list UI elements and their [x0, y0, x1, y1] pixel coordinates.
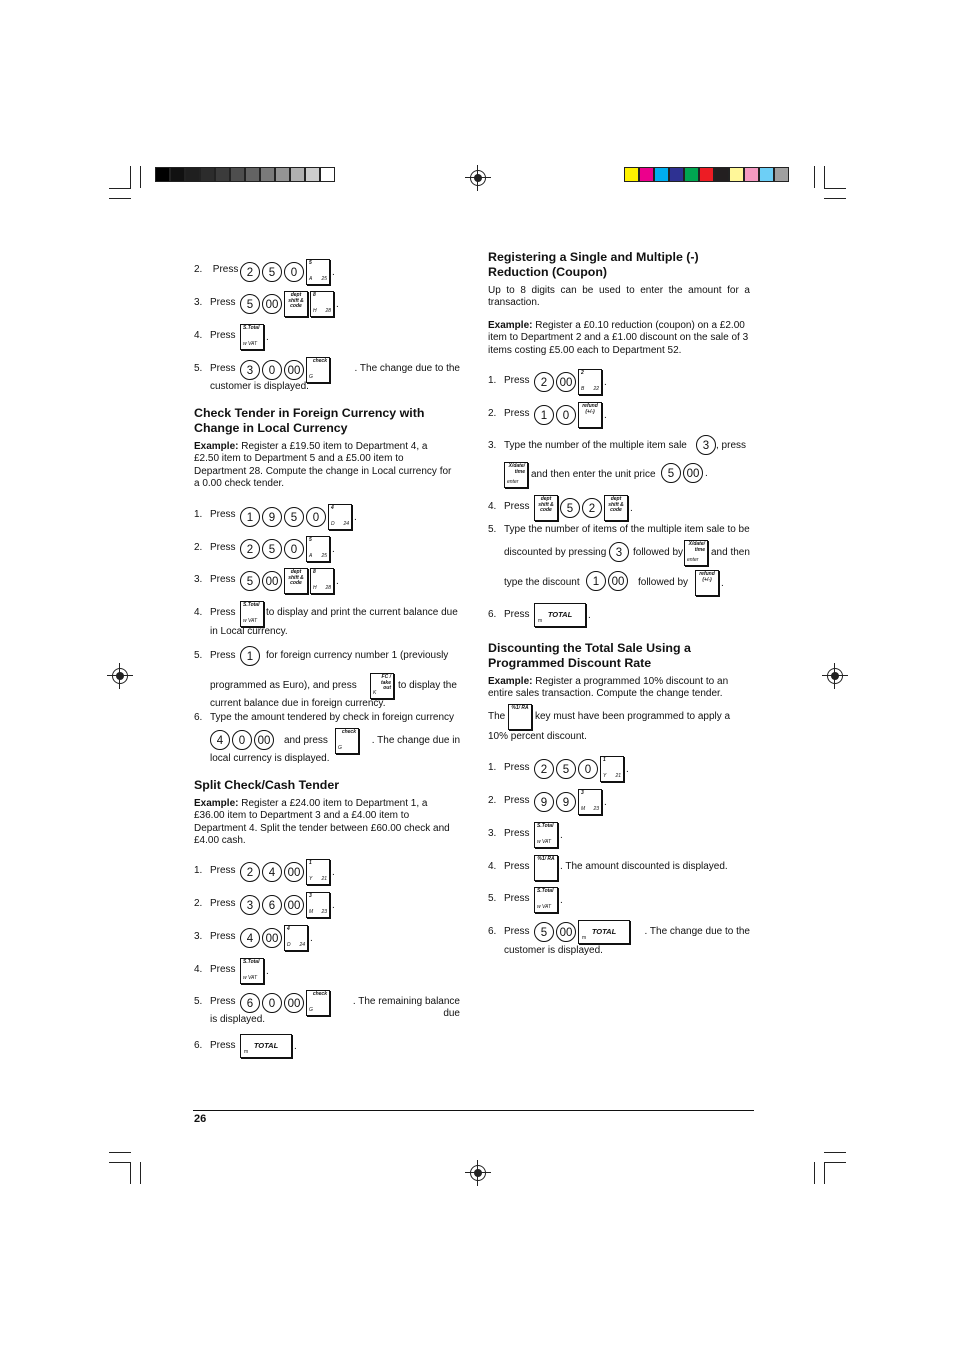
key-sequence [534, 920, 632, 944]
dept-8-key[interactable]: 8 H 28 [310, 291, 334, 317]
crop-mark [109, 188, 131, 189]
key-5[interactable]: 5 [534, 922, 554, 942]
subtotal-key[interactable]: S.Total w VAT [240, 958, 264, 984]
dept-3-key[interactable]: 3 M 23 [578, 789, 602, 815]
key-00[interactable]: 00 [683, 463, 703, 483]
key-sequence: 9 9 3 M 23 . [534, 789, 607, 815]
dept-1-key[interactable]: 1 Y 21 [306, 859, 330, 885]
crop-mark [814, 166, 815, 188]
check-key[interactable]: check G [306, 990, 330, 1016]
color-swatch [654, 167, 669, 182]
total-key[interactable]: TOTAL m [534, 603, 586, 627]
section-title: Registering a Single and Multiple (-) Reduction (Coupon) [488, 250, 699, 279]
key-4[interactable]: 4 [210, 730, 230, 750]
key-2[interactable]: 2 [240, 262, 260, 282]
step-2: 2. Press [194, 264, 239, 275]
crop-mark [824, 166, 825, 188]
key-9[interactable]: 9 [262, 507, 282, 527]
page-number: 26 [194, 1113, 207, 1125]
crop-mark [109, 1152, 131, 1153]
x-date-time-key[interactable]: X/date/ time enter [684, 540, 708, 566]
key-1[interactable]: 1 [534, 405, 554, 425]
registration-mark-icon [470, 170, 486, 186]
key-3[interactable]: 3 [696, 435, 716, 455]
key-sequence: 5 00 dept shift & code 8 H 28 . [240, 291, 339, 317]
crop-mark [130, 1162, 131, 1184]
color-swatch [759, 167, 774, 182]
key-00[interactable]: 00 [284, 993, 304, 1013]
key-0[interactable]: 0 [556, 405, 576, 425]
key-5[interactable]: 5 [240, 571, 260, 591]
key-5[interactable]: 5 [262, 539, 282, 559]
color-swatch [260, 167, 275, 182]
key-sequence: 1 9 5 0 4 D 24 . [240, 504, 357, 530]
key-00[interactable]: 00 [262, 928, 282, 948]
dept-2-key[interactable]: 2 B 22 [578, 369, 602, 395]
key-sequence: 5 00 dept shift & code 8 H 28 . [240, 568, 339, 594]
color-swatch [669, 167, 684, 182]
key-00[interactable]: 00 [284, 895, 304, 915]
key-sequence: 3 6 00 3 M 23 . [240, 892, 335, 918]
check-key[interactable]: check G [335, 728, 359, 754]
crop-mark [109, 1162, 131, 1163]
color-swatch [729, 167, 744, 182]
key-0[interactable]: 0 [232, 730, 252, 750]
key-1[interactable]: 1 [586, 571, 606, 591]
key-6[interactable]: 6 [240, 993, 260, 1013]
key-2[interactable]: 2 [534, 759, 554, 779]
key-5[interactable]: 5 [560, 498, 580, 518]
subtotal-key[interactable]: S.Total w VAT [534, 822, 558, 848]
key-2[interactable]: 2 [240, 539, 260, 559]
key-sequence: 1 0 refund (+/-) . [534, 402, 607, 428]
percent-ra-key[interactable]: %1/ RA [508, 704, 532, 730]
total-key[interactable]: TOTAL m [240, 1034, 292, 1058]
registration-mark-icon [470, 1165, 486, 1181]
crop-mark [140, 1162, 141, 1184]
key-00[interactable]: 00 [608, 571, 628, 591]
key-sequence: 4 00 4 D 24 . [240, 925, 313, 951]
key-sequence: 2 5 0 5 A 25 . [240, 536, 335, 562]
crop-mark [824, 1162, 846, 1163]
key-6[interactable]: 6 [262, 895, 282, 915]
dept-5-key[interactable]: 5 A 25 [306, 536, 330, 562]
key-sequence: 2 5 0 5 A 25 . [240, 259, 335, 285]
key-0[interactable]: 0 [306, 507, 326, 527]
refund-key[interactable]: refund (+/-) [695, 570, 719, 596]
key-sequence [240, 990, 332, 1016]
key-5[interactable]: 5 [284, 507, 304, 527]
color-swatch [774, 167, 789, 182]
dept-shift-key[interactable]: dept shift & code [284, 291, 308, 317]
color-swatch [185, 167, 200, 182]
dept-4-key[interactable]: 4 D 24 [284, 925, 308, 951]
subtotal-key[interactable]: S.Total w VAT [240, 324, 264, 350]
color-swatch [639, 167, 654, 182]
crop-mark [814, 1162, 815, 1184]
key-5[interactable]: 5 [556, 759, 576, 779]
key-00[interactable]: 00 [556, 922, 576, 942]
key-00[interactable]: 00 [284, 360, 304, 380]
step-3: 3. Press [194, 297, 236, 308]
color-swatch [170, 167, 185, 182]
key-sequence: 2 00 2 B 22 . [534, 369, 607, 395]
registration-mark-icon [112, 668, 128, 684]
key-sequence: 2 5 0 1 Y 21 . [534, 756, 629, 782]
color-swatch [200, 167, 215, 182]
key-2[interactable]: 2 [582, 498, 602, 518]
step-4: 4. Press [194, 330, 236, 341]
color-swatch [245, 167, 260, 182]
key-3[interactable]: 3 [240, 895, 260, 915]
color-swatch [275, 167, 290, 182]
key-sequence: 2 4 00 1 Y 21 . [240, 859, 335, 885]
key-sequence: S.Total w VAT . [240, 324, 269, 350]
key-00[interactable]: 00 [254, 730, 274, 750]
example-text: Example: Register a £0.10 reduction (coupon) on a £2.00 item to Department 2 and a £1.00 discount on the sale of 3 items costing £5.00 each to Department 52. [488, 320, 749, 356]
key-sequence [240, 357, 332, 383]
crop-mark [824, 188, 846, 189]
footer-rule [193, 1110, 754, 1111]
color-swatch [230, 167, 245, 182]
registration-mark-icon [827, 668, 843, 684]
color-swatch [714, 167, 729, 182]
key-5[interactable]: 5 [661, 463, 681, 483]
foreign-currency-key[interactable]: FC / take out K [370, 673, 394, 699]
key-9[interactable]: 9 [556, 792, 576, 812]
key-4[interactable]: 4 [262, 862, 282, 882]
key-3[interactable]: 3 [240, 360, 260, 380]
key-sequence: dept shift & code 5 2 dept shift & code . [534, 495, 633, 521]
color-swatch [624, 167, 639, 182]
dept-shift-key[interactable]: dept shift & code [284, 568, 308, 594]
color-calibration-bar [624, 167, 789, 182]
key-00[interactable]: 00 [284, 862, 304, 882]
key-1[interactable]: 1 [240, 507, 260, 527]
section-title: Check Tender in Foreign Currency with Change in Local Currency [194, 406, 425, 435]
key-2[interactable]: 2 [534, 372, 554, 392]
key-0[interactable]: 0 [262, 360, 282, 380]
subtotal-key[interactable]: S.Total w VAT [240, 601, 264, 627]
step-5: 5. Press [194, 363, 236, 374]
crop-mark [140, 166, 141, 188]
crop-mark [824, 198, 846, 199]
key-00[interactable]: 00 [262, 571, 282, 591]
color-swatch [744, 167, 759, 182]
crop-mark [130, 166, 131, 188]
color-swatch [699, 167, 714, 182]
example-text: Example: Register a £19.50 item to Department 4, a £2.50 item to Department 5 and a £5.00 item to Department 28. Compute the change in Local currency for a 0.00 check tender. [194, 441, 452, 489]
color-swatch [684, 167, 699, 182]
x-date-time-key[interactable]: X/date/ time enter [504, 462, 528, 488]
dept-5-key[interactable]: 5 A 25 [306, 259, 330, 285]
check-key[interactable]: check G [306, 357, 330, 383]
color-swatch [305, 167, 320, 182]
example-text: Example: Register a £24.00 item to Department 1, a £36.00 item to Department 3 and a £4.00 item to Department 4. Split the tender between £60.00 check and £4.00 cash. [194, 798, 450, 846]
section-title: Split Check/Cash Tender [194, 778, 340, 792]
section-title: Discounting the Total Sale Using a Programmed Discount Rate [488, 641, 691, 670]
key-9[interactable]: 9 [534, 792, 554, 812]
key-4[interactable]: 4 [240, 928, 260, 948]
key-0[interactable]: 0 [578, 759, 598, 779]
subtotal-key[interactable]: S.Total w VAT [534, 887, 558, 913]
dept-4-key[interactable]: 4 D 24 [328, 504, 352, 530]
key-0[interactable]: 0 [262, 993, 282, 1013]
color-swatch [320, 167, 335, 182]
key-0[interactable]: 0 [284, 539, 304, 559]
crop-mark [109, 198, 131, 199]
color-swatch [215, 167, 230, 182]
key-0[interactable]: 0 [284, 262, 304, 282]
example-text: Example: Register a programmed 10% discount to an entire sales transaction. Compute the change tender. [488, 676, 729, 700]
crop-mark [824, 1162, 825, 1184]
key-2[interactable]: 2 [240, 862, 260, 882]
key-00[interactable]: 00 [262, 294, 282, 314]
key-5[interactable]: 5 [262, 262, 282, 282]
dept-3-key[interactable]: 3 M 23 [306, 892, 330, 918]
dept-shift-key[interactable]: dept shift & code [534, 495, 558, 521]
crop-mark [824, 1152, 846, 1153]
key-00[interactable]: 00 [556, 372, 576, 392]
key-5[interactable]: 5 [240, 294, 260, 314]
key-3[interactable]: 3 [609, 542, 629, 562]
dept-shift-key[interactable]: dept shift & code [604, 495, 628, 521]
total-key[interactable]: TOTAL m [578, 920, 630, 944]
color-swatch [155, 167, 170, 182]
percent-ra-key[interactable]: %1/ RA [534, 855, 558, 881]
key-1[interactable]: 1 [240, 646, 260, 666]
refund-key[interactable]: refund (+/-) [578, 402, 602, 428]
dept-1-key[interactable]: 1 Y 21 [600, 756, 624, 782]
color-swatch [290, 167, 305, 182]
grayscale-calibration-bar [155, 167, 335, 182]
dept-8-key[interactable]: 8 H 28 [310, 568, 334, 594]
